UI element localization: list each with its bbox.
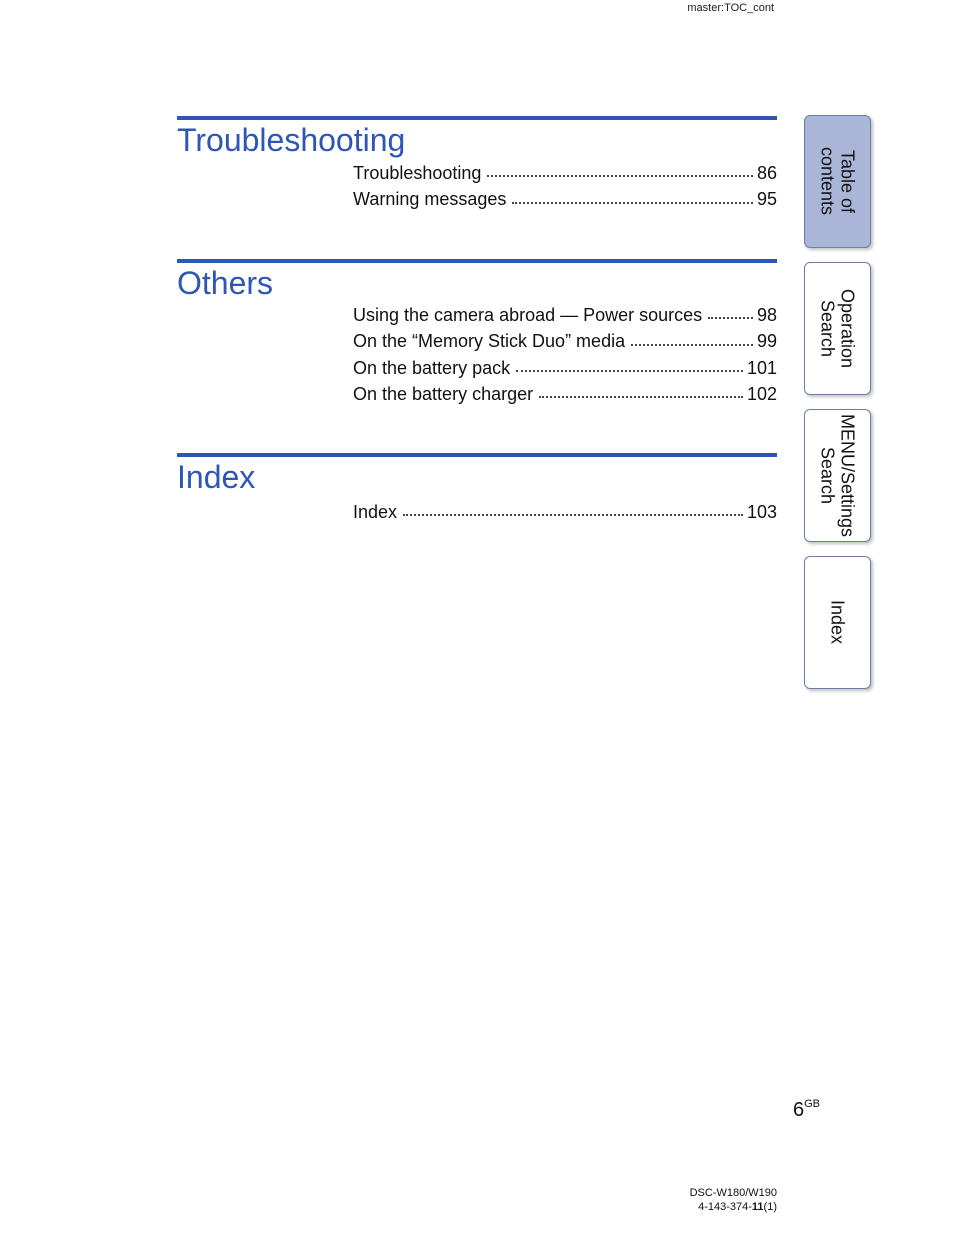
tab-label: Operation Search	[817, 288, 858, 369]
doc-code	[690, 1200, 777, 1214]
entry-label: Index	[353, 502, 398, 522]
toc-entry[interactable]	[353, 302, 777, 328]
leader-dots	[539, 396, 743, 398]
leader-dots	[516, 370, 743, 372]
page-number-value: 6	[793, 1099, 805, 1121]
doc-code-suffix: (1)	[763, 1201, 777, 1213]
section-rule	[177, 453, 777, 457]
leader-dots	[512, 202, 753, 204]
tab-operation-search[interactable]	[804, 262, 871, 395]
entry-label: On the “Memory Stick Duo” media	[353, 331, 626, 352]
section-index	[177, 453, 777, 525]
entry-page: 101	[746, 357, 777, 378]
entry-page: 95	[756, 189, 777, 210]
footer	[690, 1186, 777, 1214]
toc-entry[interactable]	[353, 355, 777, 381]
entry-list	[353, 302, 777, 408]
entry-list	[353, 160, 777, 213]
tab-index[interactable]	[804, 556, 871, 689]
leader-dots	[487, 175, 753, 177]
master-label: master:TOC_cont	[687, 2, 774, 14]
entry-label: On the battery charger	[353, 384, 534, 405]
entry-page: 86	[756, 163, 777, 183]
tab-label: Index	[827, 600, 848, 645]
entry-label: Warning messages	[353, 189, 507, 210]
toc-entry[interactable]	[353, 328, 777, 354]
entry-page: 98	[756, 305, 777, 325]
entry-page: 99	[756, 331, 777, 352]
section-title: Others	[177, 265, 274, 301]
leader-dots	[403, 514, 743, 516]
toc-entry[interactable]	[353, 160, 777, 186]
leader-dots	[708, 317, 753, 319]
section-title: Troubleshooting	[177, 122, 406, 158]
toc-entry[interactable]	[353, 381, 777, 407]
toc-entry[interactable]	[353, 186, 777, 212]
entry-page: 102	[746, 384, 777, 405]
section-rule	[177, 259, 777, 263]
tab-menu-settings-search[interactable]	[804, 409, 871, 542]
tab-label: MENU/Settings Search	[817, 413, 858, 538]
entry-label: Using the camera abroad — Power sources	[353, 305, 703, 325]
model-number: DSC-W180/W190	[689, 1187, 777, 1199]
page-number-suffix: GB	[804, 1098, 821, 1110]
entry-label: On the battery pack	[353, 357, 511, 378]
leader-dots	[631, 344, 753, 346]
section-rule	[177, 116, 777, 120]
doc-code-prefix: 4-143-374-	[698, 1201, 752, 1213]
tab-table-of-contents[interactable]	[804, 115, 871, 248]
doc-code-bold: 11	[751, 1201, 764, 1213]
entry-page: 103	[746, 502, 777, 522]
section-troubleshooting	[177, 116, 777, 213]
page-number	[793, 1098, 820, 1122]
tab-label: Table of contents	[817, 147, 858, 216]
entry-list	[353, 499, 777, 525]
section-others	[177, 259, 777, 408]
section-title: Index	[177, 459, 256, 495]
entry-label: Troubleshooting	[353, 163, 482, 183]
toc-entry[interactable]	[353, 499, 777, 525]
